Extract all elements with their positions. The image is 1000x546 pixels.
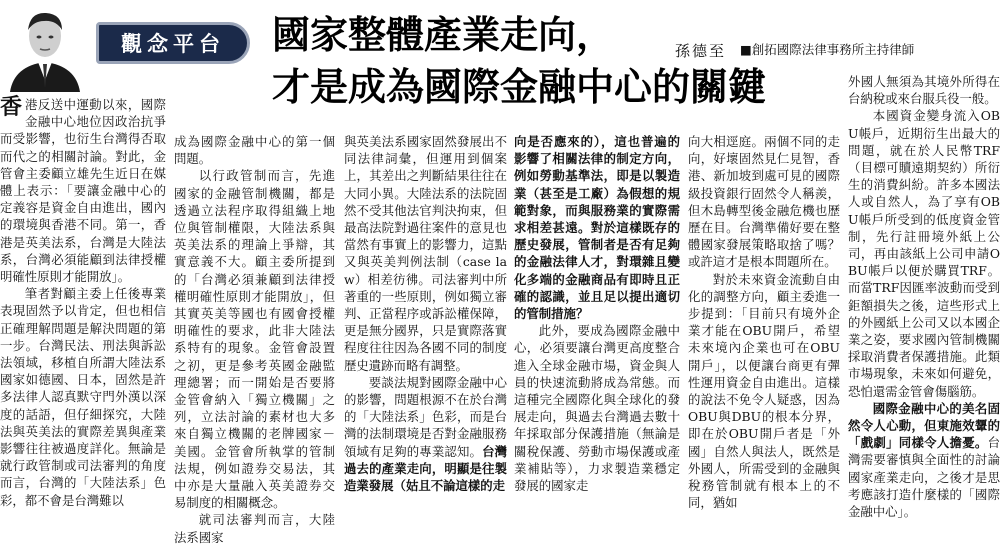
paragraph: 向大相逕庭。兩個不同的走向，好壞固然見仁見智，香港、新加坡到處可見的國際級投資銀行固然令人稱羨，但木島轉型後金融危機也歷歷在目。台灣準備好要在整體國家發展策略取捨了嗎？或許這才是根本問題所在。 — [688, 134, 840, 270]
paragraph: 本國資金變身流入OBU帳戶，近期衍生出最大的問題，就在於人民幣TRF（目標可贖遠期契約）所衍生的消費糾紛。許多本國法人或自然人，為了享有OBU帳戶所受到的低度資金管制，先行註冊境外紙上公司，再由該紙上公司申請OBU帳戶以便於購買TRF。而當TRF因匯率波動而受到鉅額損失之後，這些形式上的外國紙上公司又以本國企業之姿，要求國內管制機關採取消費者保護措施。此類市場現象，未來如何避免，恐怕還需金管會傷腦筋。 — [848, 108, 1000, 399]
paragraph — [0, 96, 166, 285]
author-portrait — [0, 0, 90, 92]
article-column-4 — [514, 133, 680, 494]
paragraph: 對於未來資金流動自由化的調整方向，顧主委進一步提到：「目前只有境外企業才能在OBU開戶，希望未來境內企業也可在OBU開戶」，以便讓台商更有彈性運用資金自由進出。這樣的說法不免令人疑惑，因為OBU與DBU的根本分界，即在於OBU開戶者是「外國」自然人與法人，既然是外國人，所需受到的金融與稅務管制就有根本上的不同，猶如 — [688, 271, 840, 511]
author-affiliation: ■創拓國際法律事務所主持律師 — [740, 42, 915, 57]
highlighted-text: 台灣過去的產業走向，明顯是往製造業發展（姑且不論這樣的走 — [344, 443, 508, 494]
article-column-2 — [174, 133, 335, 545]
article-column-3 — [344, 133, 508, 494]
paragraph: 筆者對顧主委上任後專業表現固然予以肯定，但也相信正確理解問題是解決問題的第一步。台灣民法、刑法與訴訟法領域，移植自所謂大陸法系國家如德國、日本，固然是許多法律人認真默守門外漢以深度的話語，但仔細探究，大陸法與英美法的實際差異與產業影響往往被過度詳化。無論是就行政管制或司法審判的角度而言，台灣的「大陸法系」色彩，都不會是台灣難以 — [0, 286, 166, 508]
headline-line-1: 國家整體產業走向， — [272, 13, 615, 57]
drop-cap: 香 — [0, 94, 23, 120]
paragraph: 外國人無須為其境外所得在台納稅或來台服兵役一般。 — [848, 74, 1000, 107]
paragraph: 以行政管制而言，先進國家的金融管制機關，都是透過立法程序取得組織上地位與管制權限，大陸法系與英美法系的理論上爭辯，其實意義不大。顧主委所提到的「台灣必須兼顧到法律授權明確性原則才能開放」，但其實英美等國也有國會授權明確性的要求，此非大陸法系特有的現象。金管會設置之初，更是參考英國金融監理總署；而一開始是否要將金管會納入「獨立機關」之列，立法討論的素材也大多來自獨立機關的老牌國家－美國。金管會所執掌的管制法規，例如證券交易法，其中亦是大量融入英美證券交易制度的相關概念。 — [174, 168, 335, 511]
highlighted-text: 國際金融中心的美名固然令人心動，但東施效顰的「戲劇」同樣令人擔憂。 — [848, 400, 1000, 451]
article-column-1 — [0, 94, 166, 508]
paragraph: 與英美法系國家固然發展出不同法律詞彙，但運用到個案上，其差出之判斷結果往往在大同小異。大陸法系的法院固然不受其他法官判決拘束，但最高法院對過往案件的意見也當然有事實上的影響力，這點又與英美判例法制（case law）相差彷彿。司法審判中所著重的一些原則，例如獨立審判、正當程序或訴訟權保障，更是無分國界，只是實際落實程度往往因為各國不同的制度歷史遺跡而略有調整。 — [344, 134, 507, 373]
highlighted-paragraph: 向是否應來的），這也普遍的影響了相關法律的制定方向，例如勞動基準法，即是以製造業（甚至是工廠）為假想的規範對象，而與服務業的實際需求相差甚遠。對於這樣既存的歷史發展，管制者是否有足夠的金融法律人才，對環雜且變化多端的金融商品有即時且正確的認識，並且足以提出適切的管制措施？ — [514, 134, 680, 322]
article-column-5 — [688, 133, 840, 511]
author-name: 孫德至 — [675, 42, 727, 60]
paragraph-text: 港反送中運動以來，國際金融中心地位因政治抗爭而受影響，也衍生台灣得否取而代之的相關討論。對此，金管會主委顧立雄先生近日在媒體上表示：「要讓金融中心的定義容是資金自由進出，國內的環境與香港不同。第一，香港是英美法系，台灣是大陸法系，台灣必須能顧到法律授權明確性原則才能開放」。 — [0, 97, 166, 285]
paragraph: 就司法審判而言，大陸法系國家 — [174, 512, 335, 545]
column-badge: 觀念平台 — [96, 22, 250, 64]
paragraph: 此外，要成為國際金融中心，必須要讓台灣更高度整合進入全球金融市場，資金與人員的快速流動將成為常態。而這種完全國際化與全球化的發展走向，與過去台灣過去數十年採取部分保護措施（無論是關稅保護、勞動市場保護或產業補貼等），力求製造業穩定發展的國家走 — [514, 323, 680, 494]
headline-line-2: 才是成為國際金融中心的關鍵 — [272, 65, 767, 109]
article-column-6 — [848, 73, 1000, 520]
paragraph-text: 台灣需要審慎與全面性的討論國家產業走向，之後才是思考應該打造什麼樣的「國際金融中心」。 — [848, 435, 1000, 520]
paragraph: 成為國際金融中心的第一個問題。 — [174, 134, 335, 167]
paragraph — [848, 400, 1000, 520]
paragraph — [344, 374, 507, 494]
paragraph-text: 要談法規對國際金融中心的影響，問題根源不在於台灣的「大陸法系」色彩，而是台灣的法制環境是否對金融服務領域有足夠的專業認知。 — [344, 374, 507, 459]
